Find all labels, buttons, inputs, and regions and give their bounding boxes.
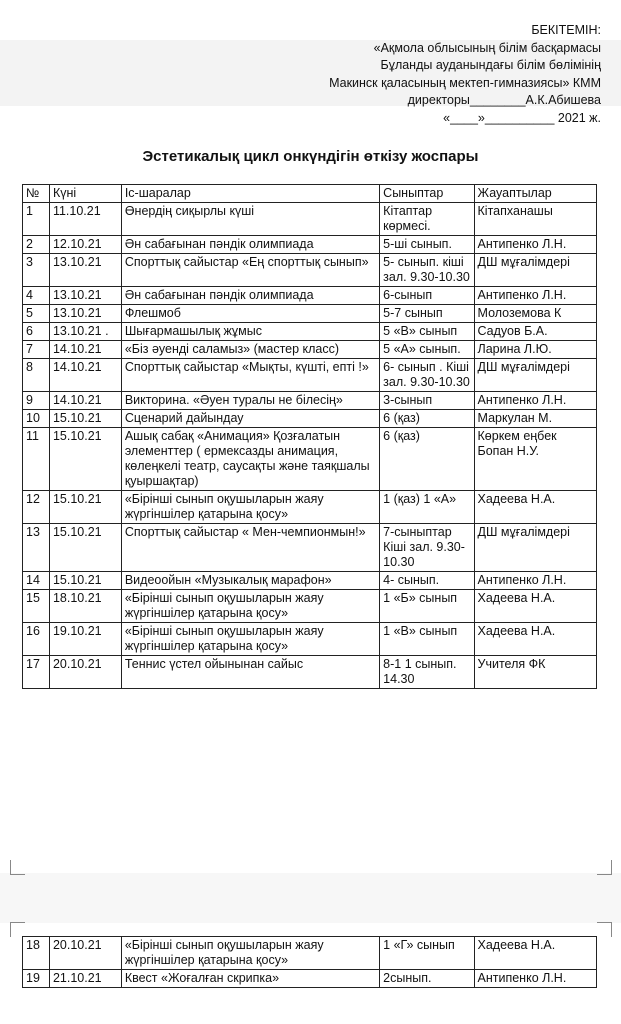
cell-class: 6-сынып: [380, 287, 474, 305]
cell-event: Ән сабағынан пәндік олимпиада: [121, 236, 379, 254]
cell-class: 5- сынып. кіші зал. 9.30-10.30: [380, 254, 474, 287]
table-row: [23, 410, 597, 428]
table-row: [23, 287, 597, 305]
page-corner-mark: [597, 922, 612, 937]
cell-class: 6 (қаз): [380, 428, 474, 491]
table-row: [23, 341, 597, 359]
cell-date: 18.10.21: [49, 590, 121, 623]
cell-responsible: Садуов Б.А.: [474, 323, 596, 341]
cell-event: «Бірінші сынып оқушыларын жаяу жүргіншілер қатарына қосу»: [121, 491, 379, 524]
cell-responsible: Кітапханашы: [474, 203, 596, 236]
cell-date: 14.10.21: [49, 392, 121, 410]
cell-class: 6 (қаз): [380, 410, 474, 428]
table-row: [23, 524, 597, 572]
cell-responsible: Көркем еңбек Бопан Н.У.: [474, 428, 596, 491]
cell-event: Теннис үстел ойынынан сайыс: [121, 656, 379, 689]
cell-event: Спорттық сайыстар « Мен-чемпионмын!»: [121, 524, 379, 572]
cell-date: 21.10.21: [49, 970, 121, 988]
cell-number: 2: [23, 236, 50, 254]
cell-number: 1: [23, 203, 50, 236]
cell-responsible: Антипенко Л.Н.: [474, 392, 596, 410]
cell-date: 13.10.21 .: [49, 323, 121, 341]
approval-line: Бұланды ауданындағы білім бөлімінің: [380, 58, 601, 72]
cell-event: Шығармашылық жұмыс: [121, 323, 379, 341]
cell-responsible: Хадеева Н.А.: [474, 491, 596, 524]
approval-block: [181, 22, 601, 127]
cell-number: 11: [23, 428, 50, 491]
cell-event: «Бірінші сынып оқушыларын жаяу жүргіншілер қатарына қосу»: [121, 623, 379, 656]
cell-event: «Бірінші сынып оқушыларын жаяу жүргіншілер қатарына қосу»: [121, 937, 379, 970]
page-break: [0, 873, 621, 923]
cell-date: 11.10.21: [49, 203, 121, 236]
cell-event: Видеоойын «Музыкалық марафон»: [121, 572, 379, 590]
cell-responsible: Маркулан М.: [474, 410, 596, 428]
cell-number: 7: [23, 341, 50, 359]
cell-class: 5-ші сынып.: [380, 236, 474, 254]
header-class: Сыныптар: [380, 185, 474, 203]
cell-number: 10: [23, 410, 50, 428]
table-row: [23, 305, 597, 323]
cell-responsible: Хадеева Н.А.: [474, 590, 596, 623]
cell-class: 1 (қаз) 1 «А»: [380, 491, 474, 524]
cell-responsible: Антипенко Л.Н.: [474, 236, 596, 254]
cell-date: 15.10.21: [49, 572, 121, 590]
cell-number: 18: [23, 937, 50, 970]
cell-class: 2сынып.: [380, 970, 474, 988]
cell-responsible: Учителя ФК: [474, 656, 596, 689]
cell-class: 8-1 1 сынып. 14.30: [380, 656, 474, 689]
table-row: [23, 590, 597, 623]
cell-responsible: ДШ мұғалімдері: [474, 254, 596, 287]
cell-number: 16: [23, 623, 50, 656]
page-title: Эстетикалық цикл онкүндігін өткізу жоспары: [142, 148, 479, 165]
cell-class: 7-сыныптар Кіші зал. 9.30-10.30: [380, 524, 474, 572]
cell-event: Спорттық сайыстар «Ең спорттық сынып»: [121, 254, 379, 287]
table-row: [23, 623, 597, 656]
cell-date: 15.10.21: [49, 491, 121, 524]
cell-class: 5 «А» сынып.: [380, 341, 474, 359]
cell-responsible: ДШ мұғалімдері: [474, 524, 596, 572]
plan-table: [22, 184, 597, 689]
cell-date: 14.10.21: [49, 359, 121, 392]
table-row: [23, 203, 597, 236]
approval-heading: БЕКІТЕМІН:: [531, 23, 601, 37]
table-row: [23, 937, 597, 970]
cell-number: 8: [23, 359, 50, 392]
approval-line: «____»__________ 2021 ж.: [443, 110, 601, 125]
page-corner-mark: [597, 860, 612, 875]
cell-class: 1 «Г» сынып: [380, 937, 474, 970]
cell-class: Кітаптар көрмесі.: [380, 203, 474, 236]
cell-event: Квест «Жоғалған скрипка»: [121, 970, 379, 988]
cell-number: 3: [23, 254, 50, 287]
header-responsible: Жауаптылар: [474, 185, 596, 203]
cell-date: 15.10.21: [49, 524, 121, 572]
cell-number: 5: [23, 305, 50, 323]
table-header-row: [23, 185, 597, 203]
cell-responsible: Антипенко Л.Н.: [474, 970, 596, 988]
cell-date: 12.10.21: [49, 236, 121, 254]
cell-date: 20.10.21: [49, 656, 121, 689]
page-corner-mark: [10, 922, 25, 937]
cell-number: 4: [23, 287, 50, 305]
cell-number: 15: [23, 590, 50, 623]
approval-line: «Ақмола облысының білім басқармасы: [373, 40, 601, 55]
cell-event: Спорттық сайыстар «Мықты, күшті, епті !»: [121, 359, 379, 392]
cell-number: 9: [23, 392, 50, 410]
page-corner-mark: [10, 860, 25, 875]
cell-responsible: Ларина Л.Ю.: [474, 341, 596, 359]
header-date: Күні: [49, 185, 121, 203]
cell-class: 1 «В» сынып: [380, 623, 474, 656]
approval-line: Макинск қаласының мектеп-гимназиясы» КММ: [329, 75, 601, 90]
table-row: [23, 428, 597, 491]
cell-responsible: Антипенко Л.Н.: [474, 572, 596, 590]
table-row: [23, 392, 597, 410]
approval-line: директоры________А.К.Абишева: [407, 93, 601, 107]
cell-event: Ашық сабақ «Анимация» Қозғалатын элементтер ( ермексазды анимация, көлеңкелі театр, саусақты және таяқшалы қуыршақтар): [121, 428, 379, 491]
table-row: [23, 236, 597, 254]
cell-number: 19: [23, 970, 50, 988]
cell-responsible: ДШ мұғалімдері: [474, 359, 596, 392]
cell-date: 15.10.21: [49, 410, 121, 428]
cell-number: 12: [23, 491, 50, 524]
table-row: [23, 254, 597, 287]
cell-date: 13.10.21: [49, 305, 121, 323]
cell-event: Өнердің сиқырлы күші: [121, 203, 379, 236]
cell-number: 17: [23, 656, 50, 689]
cell-date: 13.10.21: [49, 287, 121, 305]
cell-date: 20.10.21: [49, 937, 121, 970]
cell-date: 19.10.21: [49, 623, 121, 656]
cell-event: «Бірінші сынып оқушыларын жаяу жүргіншілер қатарына қосу»: [121, 590, 379, 623]
cell-date: 13.10.21: [49, 254, 121, 287]
table-row: [23, 359, 597, 392]
cell-class: 1 «Б» сынып: [380, 590, 474, 623]
cell-number: 6: [23, 323, 50, 341]
cell-event: «Біз әуенді саламыз» (мастер класс): [121, 341, 379, 359]
cell-responsible: Хадеева Н.А.: [474, 937, 596, 970]
cell-event: Флешмоб: [121, 305, 379, 323]
cell-responsible: Антипенко Л.Н.: [474, 287, 596, 305]
header-number: №: [23, 185, 50, 203]
cell-date: 15.10.21: [49, 428, 121, 491]
plan-table-continued: [22, 936, 597, 988]
cell-class: 5 «В» сынып: [380, 323, 474, 341]
header-event: Іс-шаралар: [121, 185, 379, 203]
cell-date: 14.10.21: [49, 341, 121, 359]
cell-number: 14: [23, 572, 50, 590]
cell-class: 5-7 сынып: [380, 305, 474, 323]
cell-event: Ән сабағынан пәндік олимпиада: [121, 287, 379, 305]
cell-class: 4- сынып.: [380, 572, 474, 590]
table-row: [23, 323, 597, 341]
cell-class: 3-сынып: [380, 392, 474, 410]
cell-event: Сценарий дайындау: [121, 410, 379, 428]
cell-event: Викторина. «Әуен туралы не білесің»: [121, 392, 379, 410]
cell-number: 13: [23, 524, 50, 572]
table-row: [23, 572, 597, 590]
table-row: [23, 656, 597, 689]
cell-responsible: Молоземова К: [474, 305, 596, 323]
cell-class: 6- сынып . Кіші зал. 9.30-10.30: [380, 359, 474, 392]
table-row: [23, 491, 597, 524]
cell-responsible: Хадеева Н.А.: [474, 623, 596, 656]
table-row: [23, 970, 597, 988]
